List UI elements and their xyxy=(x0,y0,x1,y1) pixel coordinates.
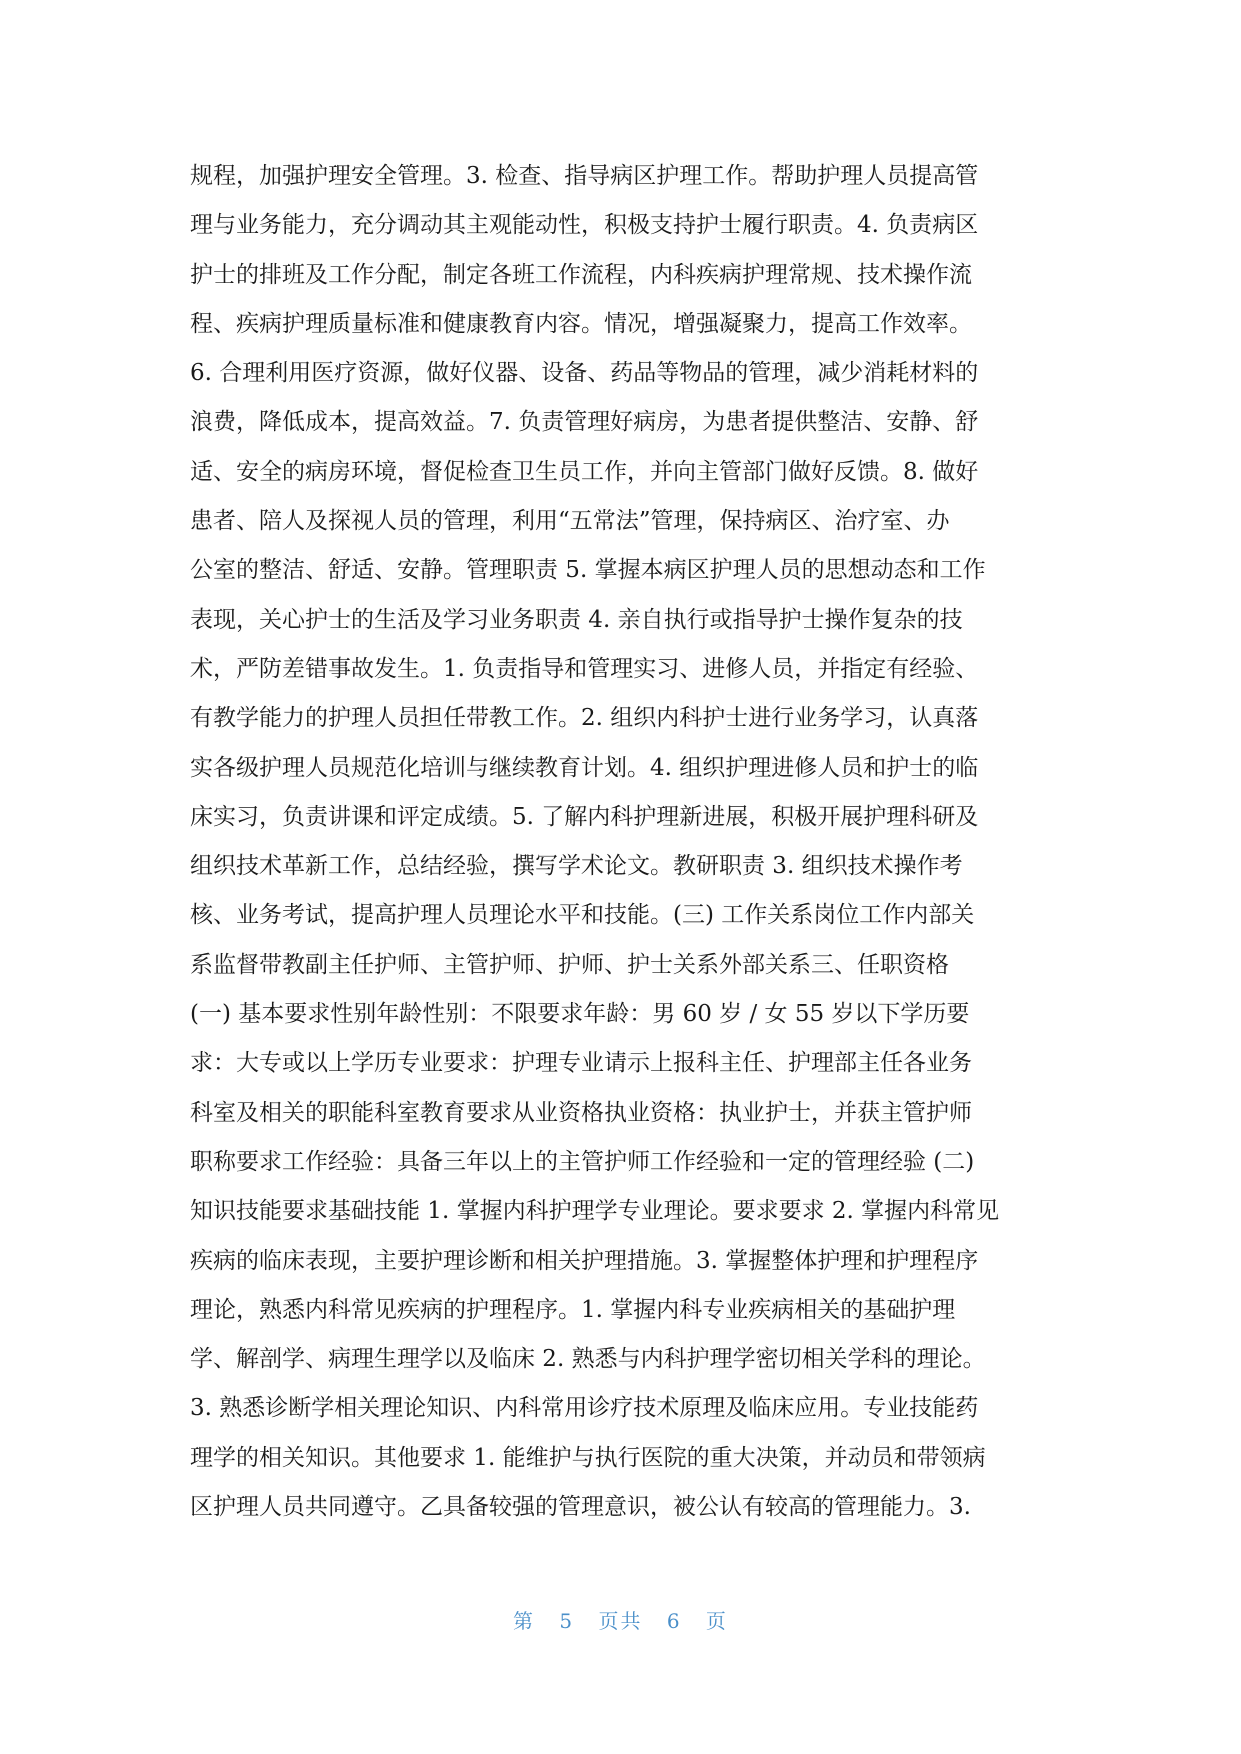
text-line: 疾病的临床表现，主要护理诊断和相关护理措施。3. 掌握整体护理和护理程序 xyxy=(190,1247,979,1274)
text-line: 学、解剖学、病理生理学以及临床 2. 熟悉与内科护理学密切相关学科的理论。 xyxy=(190,1346,986,1373)
text-line: 核、业务考试，提高护理人员理论水平和技能。(三) 工作关系岗位工作内部关 xyxy=(190,902,975,929)
text-line: 知识技能要求基础技能 1. 掌握内科护理学专业理论。要求要求 2. 掌握内科常见 xyxy=(190,1198,1000,1225)
text-line: 术，严防差错事故发生。1. 负责指导和管理实习、进修人员，并指定有经验、 xyxy=(190,655,979,682)
text-line: 理论，熟悉内科常见疾病的护理程序。1. 掌握内科专业疾病相关的基础护理 xyxy=(190,1296,956,1323)
text-line: 患者、陪人及探视人员的管理，利用“五常法”管理，保持病区、治疗室、办 xyxy=(190,508,950,535)
text-line: 求：大专或以上学历专业要求：护理专业请示上报科主任、护理部主任各业务 xyxy=(190,1050,972,1077)
text-line: 区护理人员共同遵守。乙具备较强的管理意识，被公认有较高的管理能力。3. xyxy=(190,1494,971,1521)
text-line: 理与业务能力，充分调动其主观能动性，积极支持护士履行职责。4. 负责病区 xyxy=(190,212,979,239)
text-line: 职称要求工作经验：具备三年以上的主管护师工作经验和一定的管理经验 (二) xyxy=(190,1148,975,1175)
text-line: 适、安全的病房环境，督促检查卫生员工作，并向主管部门做好反馈。8. 做好 xyxy=(190,458,979,485)
text-line: 6. 合理利用医疗资源，做好仪器、设备、药品等物品的管理，减少消耗材料的 xyxy=(190,360,979,387)
page-number-footer: 第 5 页共 6 页 xyxy=(513,1609,728,1633)
text-line: 床实习，负责讲课和评定成绩。5. 了解内科护理新进展，积极开展护理科研及 xyxy=(190,803,979,830)
text-line: 规程，加强护理安全管理。3. 检查、指导病区护理工作。帮助护理人员提高管 xyxy=(190,163,979,189)
text-line: 实各级护理人员规范化培训与继续教育计划。4. 组织护理进修人员和护士的临 xyxy=(190,754,979,781)
text-line: 理学的相关知识。其他要求 1. 能维护与执行医院的重大决策，并动员和带领病 xyxy=(190,1444,986,1471)
text-line: 有教学能力的护理人员担任带教工作。2. 组织内科护士进行业务学习，认真落 xyxy=(190,705,979,732)
text-line: 浪费，降低成本，提高效益。7. 负责管理好病房，为患者提供整洁、安静、舒 xyxy=(190,409,979,436)
body-text xyxy=(190,152,1060,1532)
text-line: 组织技术革新工作，总结经验，撰写学术论文。教研职责 3. 组织技术操作考 xyxy=(190,853,963,880)
text-line: 表现，关心护士的生活及学习业务职责 4. 亲自执行或指导护士操作复杂的技 xyxy=(190,606,963,633)
text-line: 系监督带教副主任护师、主管护师、护师、护士关系外部关系三、任职资格 xyxy=(190,951,949,978)
text-line: 程、疾病护理质量标准和健康教育内容。情况，增强凝聚力，提高工作效率。 xyxy=(190,310,972,337)
text-line: (一) 基本要求性别年龄性别：不限要求年龄：男 60 岁 / 女 55 岁以下学历要 xyxy=(190,1001,970,1028)
text-line: 3. 熟悉诊断学相关理论知识、内科常用诊疗技术原理及临床应用。专业技能药 xyxy=(190,1395,979,1422)
text-line: 公室的整洁、舒适、安静。管理职责 5. 掌握本病区护理人员的思想动态和工作 xyxy=(190,557,986,584)
text-line: 护士的排班及工作分配，制定各班工作流程，内科疾病护理常规、技术操作流 xyxy=(190,261,972,288)
text-line: 科室及相关的职能科室教育要求从业资格执业资格：执业护士，并获主管护师 xyxy=(190,1099,972,1126)
